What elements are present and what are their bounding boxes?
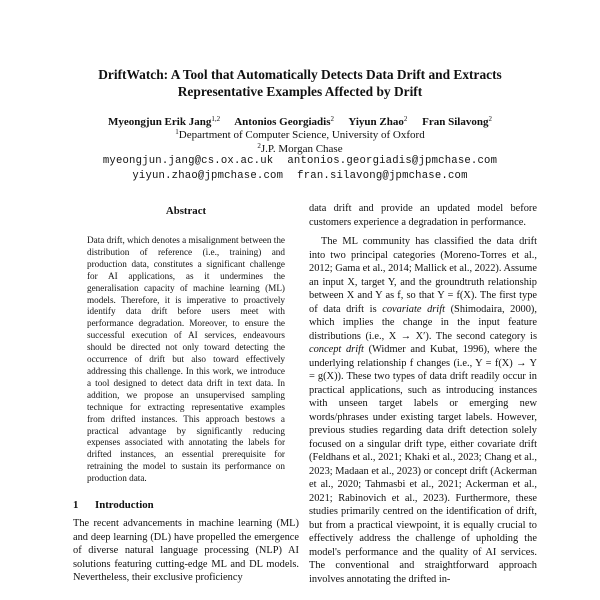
author-affiliation-mark: 1,2 — [211, 115, 221, 123]
author-affiliation-mark: 2 — [488, 115, 492, 123]
author-affiliation-mark: 2 — [403, 115, 408, 123]
introduction-text — [73, 517, 299, 584]
section-title: Introduction — [95, 499, 154, 512]
section-number: 1 — [73, 499, 79, 512]
author-name: Myeongjun Erik Jang — [108, 116, 212, 128]
paragraph — [309, 235, 537, 586]
author-email: fran.silavong@jpmchase.com — [297, 170, 468, 182]
paragraph: data drift and provide an updated model before customers experience a degradation in performance. — [309, 203, 537, 228]
affiliation-mark: 1 — [175, 128, 179, 136]
author-name: Antonios Georgiadis — [234, 116, 331, 128]
author-email: myeongjun.jang@cs.ox.ac.uk — [102, 155, 274, 167]
email-line — [40, 169, 560, 184]
author-name: Fran Silavong — [422, 116, 489, 128]
author-email: antonios.georgiadis@jpmchase.com — [287, 155, 498, 167]
author-affiliation-mark: 2 — [330, 115, 334, 123]
body-text — [309, 202, 537, 586]
paper-title: DriftWatch: A Tool that Automatically Detects Data Drift and Extracts Representative Examples Affected by Drift — [98, 67, 502, 99]
affiliation-text: J.P. Morgan Chase — [260, 143, 343, 155]
right-column — [309, 202, 537, 586]
section-heading-introduction — [73, 499, 299, 511]
affiliation-text: Department of Computer Science, University of Oxford — [178, 129, 425, 141]
term-italic: covariate drift — [382, 303, 445, 315]
left-column — [73, 205, 299, 584]
abstract-text: Data drift, which denotes a misalignment between the distribution of reference (i.e., training) and production data, constitutes a significant challenge for AI applications, as it undermines the generalisation capacity of machine learning (ML) models. Therefore, it is imperative to proactively identify data drift before users meet with performance degradation. Moreover, to ensure the successful execution of AI services, endeavours should be directed not only toward detecting the occurrence of drift but also toward effectively addressing this challenge. In this work, we introduce a tool designed to detect data drift in text data. In addition, we propose an unsupervised sampling technique for extracting representative examples from drifted instances. This approach bestows a practical advantage by significantly reducing expenses associated with annotating the labels for drifted instances, an essential prerequisite for retraining the model to sustain its performance on production data. — [87, 235, 285, 484]
text-run: (Widmer and Kubat, 1996), where the underlying relationship f changes (i.e., Y = f(X) → Y = g(X)). These two types of data drift readily occur in practical applications, such as introducing instances with unseen target labels or emerging new words/phrases under existing target labels. However, previous studies regarding data drift detection solely focused on a singular drift type, either covariate drift (Feldhans et al., 2021; Khaki et al., 2023; Chang et al., 2023; Madaan et al., 2023) or concept drift (Ackerman et al., 2020; Tahmasbi et al., 2021; Ackerman et al., 2021; Rabinovich et al., 2023). Furthermore, these studies primarily centred on the identification of drift, but from a practical viewpoint, it is equally crucial to effectively address the challenge of upholding the model's performance and the quality of AI services. The conventional and straightforward approach involves annotating the drifted in- — [309, 344, 537, 585]
email-line — [40, 154, 560, 169]
text-run: (Shimodaira, 2000), which implies the change in the input feature distributions (i.e., X → X′). The second category is — [309, 303, 537, 342]
abstract-heading: Abstract — [165, 205, 207, 217]
affiliation-mark: 2 — [257, 142, 261, 150]
author-name: Yiyun Zhao — [348, 116, 404, 128]
author-email: yiyun.zhao@jpmchase.com — [132, 170, 284, 182]
term-italic: concept drift — [309, 344, 364, 355]
text-run: The ML community has classified the data drift into two principal categories (Moreno-Torres et al., 2012; Gama et al., 2014; Mallick et al., 2022). Assume an input X, target Y, and the groundtruth relationship between X and Y as f, so that Y = f(X). The first type of data drift is — [309, 236, 537, 315]
paragraph: The recent advancements in machine learning (ML) and deep learning (DL) have propelled the emergence of diverse natural language processing (NLP) AI solutions featuring cutting-edge ML and DL models. Nevertheless, their exclusive proficiency — [73, 518, 299, 584]
